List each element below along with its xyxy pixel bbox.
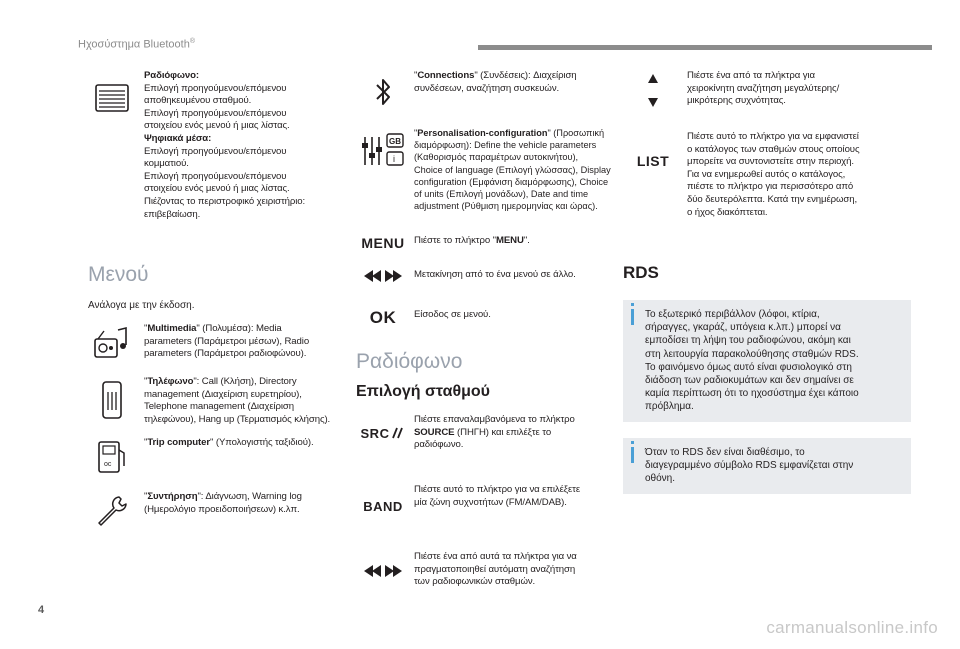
up-down-arrows-icon (623, 70, 683, 110)
station-subtitle: Επιλογή σταθμού (356, 383, 490, 400)
menu-intro: Ανάλογα με την έκδοση. (88, 300, 195, 311)
menu-arrows-row: Μετακίνηση από το ένα μενού σε άλλο. (356, 267, 576, 285)
seek-arrows-icon (356, 551, 410, 591)
phone-row: "Τηλέφωνο": Call (Κλήση), Directory management (Διαχείριση ευρετηρίου), Telephone management (Διαχείριση τηλεφώνου), Hang up (Τερματισμός κλήσης). (88, 376, 330, 426)
wrench-icon (88, 491, 136, 531)
info-icon (631, 303, 634, 306)
phone-icon (88, 376, 136, 424)
seek-row: Πιέστε ένα από αυτά τα πλήκτρα για να πραγματοποιηθεί αυτόματη αναζήτηση των ραδιοφωνικών σταθμών. (356, 551, 577, 591)
list-key-row: LIST Πιέστε αυτό το πλήκτρο για να εμφανιστεί ο κατάλογος των σταθμών στους οποίους μπορείτε να συντονιστείτε στην περιοχή. Για να ενημερωθεί αυτός ο κατάλογος, πιέστε το πλήκτρο για περισσότερο από δύο δευτερόλεπτα. Κατά την ενημέρωση, ο ήχος διακόπτεται. (636, 131, 860, 218)
maintenance-row: "Συντήρηση": Διάγνωση, Warning log (Ημερολόγιο προειδοποιήσεων) κ.λπ. (88, 491, 302, 531)
page-number: 4 (38, 604, 45, 616)
radio-rotary-text: Ραδιόφωνο: Επιλογή προηγούμενου/επόμενου αποθηκευμένου σταθμού. Επιλογή προηγούμενου/επόμενου στοιχείου ενός μενού ή μιας λίστας. Ψηφιακά μέσα: Επιλογή προηγούμενου/επόμενου κομματιού. Επιλογή προηγούμενου/επόμενου στοιχείου ενός μενού ή μιας λίστας. Πιέζοντας το περιστροφικό χειριστήριο: επιβεβαίωση. (144, 70, 306, 220)
registered-mark: ® (189, 38, 196, 45)
menu-key-label: MENU (361, 235, 405, 251)
svg-text:i: i (393, 154, 395, 164)
info-box-reception: Το εξωτερικό περιβάλλον (λόφοι, κτίρια, σήραγγες, γκαράζ, υπόγεια κ.λπ.) μπορεί να εμποδίσει τη λήψη του ραδιοφώνου, ακόμη και στη λειτουργία παρακολούθησης σταθμών RDS. Το φαινόμενο όμως αυτό είναι φυσιολογικό στη διάδοση των ραδιοκυμάτων και δεν σημαίνει σε καμία περίπτωση ότι το ηχοσύστημα έχει κάποιο πρόβλημα. (623, 300, 911, 422)
menu-section-title: Μενού (88, 263, 149, 286)
connections-row: "Connections" (Συνδέσεις): Διαχείριση συνδέσεων, αναζήτηση συσκευών. (356, 70, 577, 114)
personalisation-row: GB i "Personalisation-configuration" (Προσωπική διαμόρφωση): Define the vehicle parameters (Καθορισμός παραμέτρων αυτοκινήτου), Choice of language (Επιλογή γλώσσας), Display configuration (Εμφάνιση διαμόρφωσης), Choice of units (Επιλογή μονάδων), Date and time adjustment (Ρύθμιση ημερομηνίας και ώρας). (356, 127, 611, 212)
bluetooth-icon (356, 70, 410, 114)
page-header (78, 38, 195, 51)
svg-text:GB: GB (389, 137, 401, 146)
header-rule (478, 45, 932, 50)
band-key-row: BAND Πιέστε αυτό το πλήκτρο για να επιλέξετε μία ζώνη συχνοτήτων (FM/AM/DAB). (363, 484, 581, 514)
list-key-label: LIST (636, 153, 670, 169)
radio-section-title: Ραδιόφωνο (356, 350, 463, 373)
info-icon (631, 441, 634, 444)
left-right-arrows-icon (356, 267, 410, 285)
updown-row: Πιέστε ένα από τα πλήκτρα για χειροκίνητη αναζήτηση μεγαλύτερης/ μικρότερης συχνότητας. (623, 70, 839, 110)
src-key-icon: SRC (356, 414, 410, 452)
settings-sliders-icon (356, 127, 410, 175)
ok-key-label: OK (369, 308, 397, 327)
radio-rotary-row (88, 70, 305, 221)
rds-section-title: RDS (623, 263, 659, 282)
header-title: Ηχοσύστημα Bluetooth (78, 38, 190, 51)
multimedia-icon (88, 323, 136, 363)
multimedia-row: "Multimedia" (Πολυμέσα): Media parameters (Παράμετροι μέσων), Radio parameters (Παράμετροι ραδιοφώνου). (88, 323, 309, 363)
info-box-rds: Όταν το RDS δεν είναι διαθέσιμο, το διαγεγραμμένο σύμβολο RDS εμφανίζεται στην οθόνη. (623, 438, 911, 494)
menu-key-row: MENU Πιέστε το πλήκτρο "MENU". (361, 235, 530, 251)
trip-computer-icon (88, 437, 136, 477)
trip-computer-row: oc "Trip computer" (Υπολογιστής ταξιδιού). (88, 437, 314, 477)
watermark: carmanualsonline.info (766, 618, 938, 637)
ok-key-row: OK Είσοδος σε μενού. (369, 308, 491, 327)
src-key-row: SRC Πιέστε επαναλαμβανόμενα το πλήκτρο SOURCE (ΠΗΓΗ) και επιλέξτε το ραδιόφωνο. (356, 414, 575, 452)
rotary-knob-icon (88, 78, 136, 118)
band-key-label: BAND (363, 498, 403, 514)
svg-text:oc: oc (104, 461, 112, 468)
